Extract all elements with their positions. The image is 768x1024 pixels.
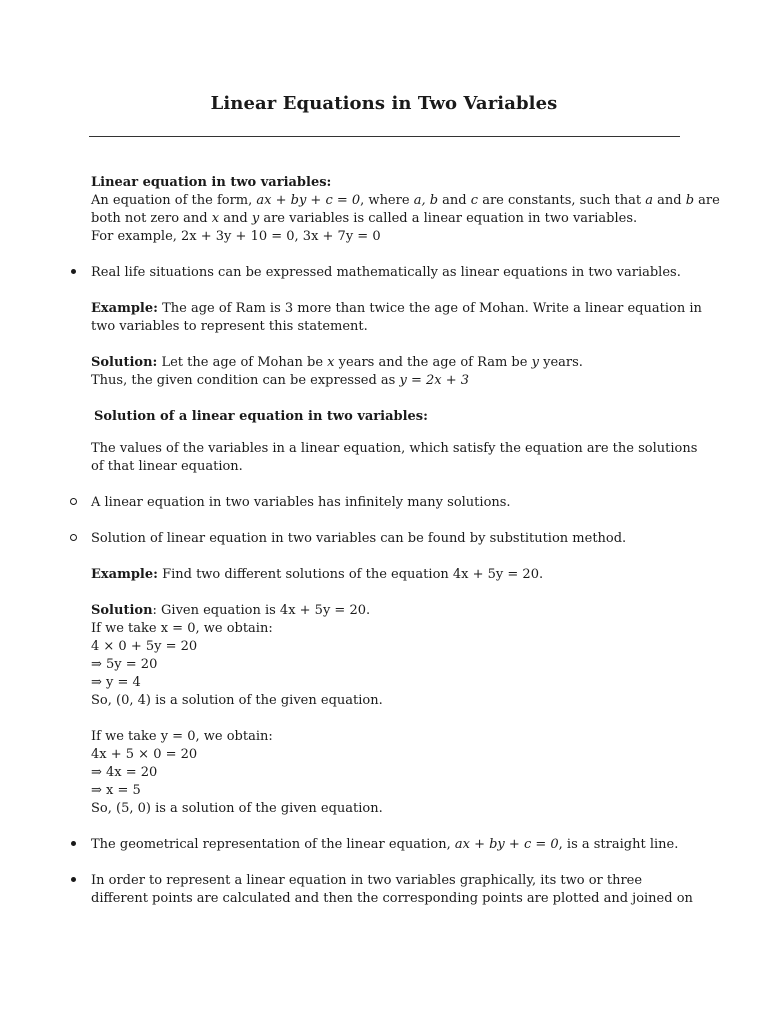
solution-1: Solution: Let the age of Mohan be x years and the age of Ram be y years. Thus, the given condition can be expressed as y = 2x + 3 — [91, 355, 583, 388]
section-heading: Solution of a linear equation in two variables: — [94, 409, 428, 424]
definition-heading: Linear equation in two variables: — [91, 175, 332, 190]
solution-2-part-b — [91, 728, 683, 818]
bullet-icon — [67, 872, 79, 890]
solution-step: 4 × 0 + 5y = 20 — [91, 639, 198, 654]
example-2: Example: Find two different solutions of the equation 4x + 5y = 20. — [91, 567, 544, 582]
document-body — [91, 174, 720, 908]
list-item: A linear equation in two variables has infinitely many solutions. — [91, 494, 683, 512]
definition-example: For example, 2x + 3y + 10 = 0, 3x + 7y = 0 — [91, 229, 381, 244]
solution-step: ⇒ y = 4 — [91, 675, 141, 690]
solution-step: 4x + 5 × 0 = 20 — [91, 747, 198, 762]
example-1: Example: The age of Ram is 3 more than twice the age of Mohan. Write a linear equation in two variables to represent this statement. — [91, 301, 702, 334]
bullet-icon — [67, 836, 79, 854]
solution-step: So, (5, 0) is a solution of the given equation. — [91, 801, 383, 816]
list-item: The geometrical representation of the linear equation, ax + by + c = 0, is a straight line. — [91, 836, 683, 854]
title-divider — [89, 136, 680, 137]
bullet-icon — [67, 264, 79, 282]
solution-step: If we take y = 0, we obtain: — [91, 729, 273, 744]
solution-step: So, (0, 4) is a solution of the given equation. — [91, 693, 383, 708]
list-item: Solution of linear equation in two variables can be found by substitution method. — [91, 530, 683, 548]
solution-step: ⇒ 5y = 20 — [91, 657, 158, 672]
solution-step: If we take x = 0, we obtain: — [91, 621, 273, 636]
definition-line-1: An equation of the form, ax + by + c = 0, where a, b and c are constants, such that a and b are — [91, 193, 720, 208]
solution-step: ⇒ 4x = 20 — [91, 765, 158, 780]
solution-label: Solution: — [91, 355, 158, 370]
circle-bullet-icon — [67, 530, 79, 548]
circle-bullet-icon — [67, 494, 79, 512]
solution-label: Solution — [91, 603, 153, 618]
solution-step: ⇒ x = 5 — [91, 783, 141, 798]
solution-2: Solution: Given equation is 4x + 5y = 20. If we take x = 0, we obtain: 4 × 0 + 5y = 20 ⇒ 5y = 20 ⇒ y = 4 So, (0, 4) is a solution of the given equation. — [91, 602, 683, 710]
example-label: Example: — [91, 567, 158, 582]
definition-line-2: both not zero and x and y are variables is called a linear equation in two variables. — [91, 211, 638, 226]
section-text: The values of the variables in a linear equation, which satisfy the equation are the solutions of that linear equation. — [91, 441, 698, 474]
list-item: In order to represent a linear equation in two variables graphically, its two or three different points are calculated and then the corresponding points are plotted and joined on — [91, 872, 683, 908]
definition-block — [91, 174, 720, 246]
list-item: Real life situations can be expressed mathematically as linear equations in two variables. — [91, 264, 683, 282]
example-label: Example: — [91, 301, 158, 316]
page-title: Linear Equations in Two Variables — [210, 93, 558, 114]
